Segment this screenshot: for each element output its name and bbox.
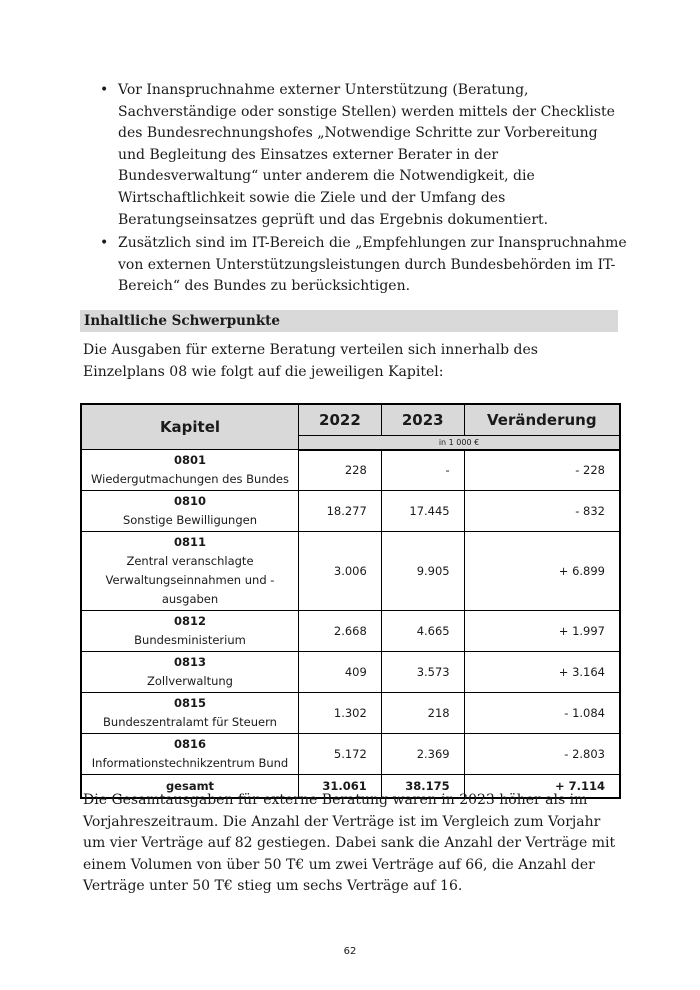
chapter-code: 0815 bbox=[173, 696, 206, 710]
total-2023: 38.175 bbox=[381, 775, 464, 799]
chapter-cell bbox=[81, 611, 299, 652]
chapter-name: Zentral veranschlagte Verwaltungseinnahmen und -ausgaben bbox=[105, 554, 275, 606]
bullet-icon: • bbox=[100, 235, 109, 252]
table-row bbox=[81, 491, 620, 532]
unit-label: in 1 000 € bbox=[299, 435, 621, 449]
table-row bbox=[81, 450, 620, 491]
header-2023: 2023 bbox=[381, 404, 464, 435]
bullet-icon: • bbox=[100, 82, 109, 98]
chapter-code: 0812 bbox=[173, 614, 206, 628]
value-change: - 832 bbox=[464, 491, 620, 532]
value-2022: 1.302 bbox=[299, 693, 382, 734]
chapter-code: 0810 bbox=[173, 494, 206, 508]
chapter-name: Bundeszentralamt für Steuern bbox=[103, 715, 277, 729]
table-row bbox=[81, 611, 620, 652]
value-2023: 4.665 bbox=[381, 611, 464, 652]
table-row bbox=[81, 693, 620, 734]
list-item bbox=[98, 233, 628, 298]
header-2022: 2022 bbox=[299, 404, 382, 435]
value-2022: 5.172 bbox=[299, 734, 382, 775]
chapter-cell bbox=[81, 693, 299, 734]
total-2022: 31.061 bbox=[299, 775, 382, 799]
chapter-name: Bundesministerium bbox=[134, 633, 246, 647]
list-item bbox=[98, 80, 628, 231]
section-heading: Inhaltliche Schwerpunkte bbox=[80, 310, 618, 332]
header-kapitel: Kapitel bbox=[81, 404, 299, 450]
chapter-name: Sonstige Bewilligungen bbox=[122, 513, 258, 527]
table-row bbox=[81, 532, 620, 611]
chapter-cell bbox=[81, 450, 299, 491]
value-2022: 3.006 bbox=[299, 532, 382, 611]
value-2023: 17.445 bbox=[381, 491, 464, 532]
chapter-name: Wiedergutmachungen des Bundes bbox=[91, 472, 289, 486]
closing-paragraph: Die Gesamtausgaben für externe Beratung waren in 2023 höher als im Vorjahreszeitraum. Die Anzahl der Verträge ist im Vergleich zum Vorjahr um vier Verträge auf 82 gestiegen. Dabei sank die Anzahl der Verträge mit einem Volumen von über 50 T€ um zwei Verträge auf 66, die Anzahl der Verträge unter 50 T€ stieg um sechs Verträge auf 16. bbox=[83, 792, 616, 895]
value-2023: 218 bbox=[381, 693, 464, 734]
chapter-code: 0801 bbox=[173, 453, 206, 467]
value-change: - 228 bbox=[464, 450, 620, 491]
chapter-name: Zollverwaltung bbox=[147, 674, 233, 688]
chapter-code: 0811 bbox=[173, 535, 206, 549]
chapter-cell bbox=[81, 532, 299, 611]
total-change: + 7.114 bbox=[464, 775, 620, 799]
intro-paragraph: Die Ausgaben für externe Beratung verteilen sich innerhalb des Einzelplans 08 wie folgt auf die jeweiligen Kapitel: bbox=[83, 342, 538, 380]
value-2022: 409 bbox=[299, 652, 382, 693]
chapter-code: 0813 bbox=[173, 655, 206, 669]
total-label: gesamt bbox=[81, 775, 299, 799]
value-2023: 9.905 bbox=[381, 532, 464, 611]
value-2022: 228 bbox=[299, 450, 382, 491]
value-change: + 6.899 bbox=[464, 532, 620, 611]
header-change: Veränderung bbox=[464, 404, 620, 435]
value-2022: 2.668 bbox=[299, 611, 382, 652]
bullet-text: Vor Inanspruchnahme externer Unterstützung (Beratung, Sachverständige oder sonstige Stellen) werden mittels der Checkliste des Bundesrechnungshofes „Notwendige Schritte zur Vorbereitung und Begleitung des Einsatzes externer Berater in der Bundesverwaltung“ unter anderem die Notwendigkeit, die Wirtschaftlichkeit sowie die Ziele und der Umfang des Beratungseinsatzes geprüft und das Ergebnis dokumentiert. bbox=[118, 82, 615, 228]
page-number: 62 bbox=[343, 946, 357, 957]
table-row bbox=[81, 734, 620, 775]
value-change: + 1.997 bbox=[464, 611, 620, 652]
value-change: + 3.164 bbox=[464, 652, 620, 693]
value-2023: - bbox=[381, 450, 464, 491]
table-header-row bbox=[81, 404, 620, 435]
chapter-cell bbox=[81, 734, 299, 775]
value-change: - 1.084 bbox=[464, 693, 620, 734]
bullet-text: Zusätzlich sind im IT-Bereich die „Empfehlungen zur Inanspruchnahme von externen Unterstützungsleistungen durch Bundesbehörden im IT-Bereich“ des Bundes zu berücksichtigen. bbox=[118, 235, 627, 295]
chapter-cell bbox=[81, 491, 299, 532]
chapter-name: Informationstechnikzentrum Bund bbox=[91, 756, 289, 770]
bullet-list bbox=[98, 80, 628, 300]
chapter-code: 0816 bbox=[173, 737, 206, 751]
value-2022: 18.277 bbox=[299, 491, 382, 532]
value-change: - 2.803 bbox=[464, 734, 620, 775]
table-row bbox=[81, 652, 620, 693]
value-2023: 3.573 bbox=[381, 652, 464, 693]
expenditure-table bbox=[80, 403, 621, 799]
chapter-cell bbox=[81, 652, 299, 693]
value-2023: 2.369 bbox=[381, 734, 464, 775]
